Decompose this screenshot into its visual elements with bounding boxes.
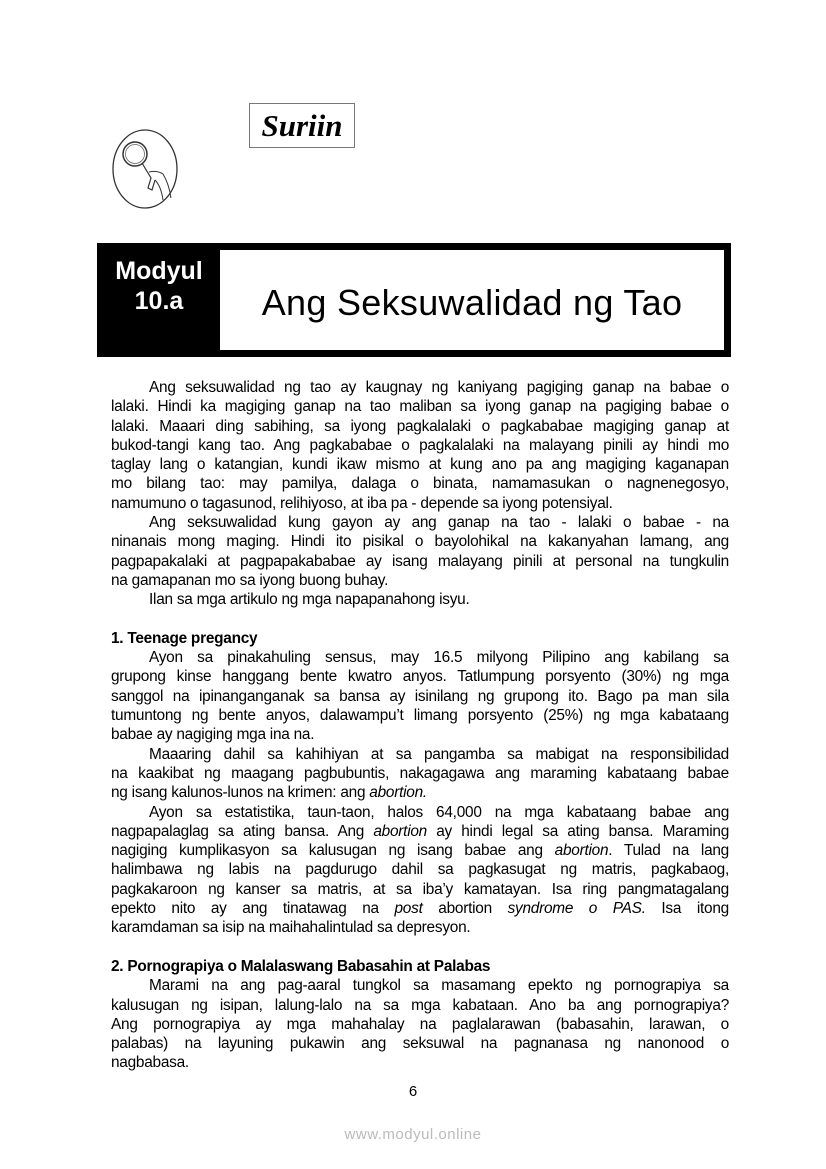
text-line — [111, 899, 729, 918]
italic-text: abortion. — [369, 784, 427, 802]
italic-text: abortion — [554, 842, 609, 860]
paragraph — [111, 745, 729, 803]
text-line: pagpapakalaki at pagpapakababae ay isang malayang pinili at personal na tungkulin — [111, 552, 729, 570]
italic-text: syndrome o PAS. — [507, 900, 646, 918]
text-line: nagbabasa. — [111, 1054, 189, 1072]
text-segment: Isa itong — [645, 900, 729, 918]
text-segment: ay hindi legal sa ating bansa. Maraming — [426, 822, 730, 840]
module-label: Modyul — [115, 257, 203, 285]
italic-text: abortion — [373, 822, 427, 840]
text-segment: nagpapalaglag sa ating bansa. Ang — [111, 822, 374, 840]
text-line: Ilan sa mga artikulo ng mga napapanahong isyu. — [149, 591, 470, 609]
paragraph — [111, 648, 729, 744]
watermark: www.modyul.online — [344, 1126, 482, 1143]
text-segment: epekto nito ay ang tinatawag na — [111, 900, 395, 918]
paragraph — [111, 378, 729, 513]
italic-text: post — [394, 900, 423, 918]
page-number: 6 — [408, 1083, 418, 1100]
text-line: lalaki. Maaari ding sabihing, sa iyong pagkalalaki o pagkababae magiging ganap at — [111, 417, 729, 435]
paragraph — [111, 513, 729, 590]
paragraph — [111, 976, 729, 1072]
paragraph — [111, 590, 729, 609]
text-line: sanggol na ipinanganganak sa bansa ay isinilang ng grupong ito. Bago pa man sila — [111, 687, 729, 705]
magnifying-glass-icon — [111, 128, 179, 210]
text-line: Ayon sa estatistika, taun-taon, halos 64,000 na mga kabataang babae ang — [149, 803, 729, 821]
text-line: Ang seksuwalidad ng tao ay kaugnay ng kaniyang pagiging ganap na babae o — [149, 379, 729, 396]
module-header — [97, 243, 731, 357]
text-line: tumuntong ng bente anyos, dalawampu’t limang porsyento (25%) ng mga kabataang — [111, 707, 729, 725]
text-line: ninanais mong maging. Hindi ito pisikal o bayolohikal na kakanyahan lamang, ang — [111, 533, 729, 551]
section-heading: 2. Pornograpiya o Malalaswang Babasahin at Palabas — [111, 957, 491, 975]
text-line: Ang pornograpiya ay mga mahahalay na paglalarawan (babasahin, larawan, o — [111, 1015, 729, 1033]
module-number-cell — [100, 246, 218, 354]
document-body — [111, 378, 729, 1073]
text-line — [111, 841, 729, 860]
text-segment: . Tulad na lang — [608, 842, 729, 860]
text-line: mo bilang tao: may pamilya, dalaga o binata, namamasukan o nagnenegosyo, — [111, 475, 729, 493]
text-segment: ng isang kalunos-lunos na krimen: ang — [111, 784, 370, 802]
text-line: Maaaring dahil sa kahihiyan at sa pangamba sa mabigat na responsibilidad — [149, 745, 729, 763]
text-line: Marami na ang pag-aaral tungkol sa masamang epekto ng pornograpiya sa — [149, 977, 729, 995]
text-line: Ang seksuwalidad kung gayon ay ang ganap na tao - lalaki o babae - na — [149, 514, 729, 532]
section-heading: 1. Teenage pregancy — [111, 629, 258, 647]
paragraph — [111, 803, 729, 938]
text-line — [111, 783, 729, 802]
text-line: namumuno o tagasunod, relihiyoso, at iba pa - depende sa iyong potensiyal. — [111, 494, 613, 512]
module-title: Ang Seksuwalidad ng Tao — [218, 248, 726, 352]
text-line: halimbawa ng labis na pagdurugo dahil sa pagkasugat ng matris, pagkabaog, — [111, 861, 729, 879]
text-line: grupong kinse hanggang bente kwatro anyos. Tatlumpung porsyento (30%) ng mga — [111, 668, 729, 686]
text-line: babae ay nagiging mga ina na. — [111, 726, 315, 744]
text-line: pagkakaroon ng kanser sa matris, at sa iba’y kamatayan. Isa ring pangmatagalang — [111, 880, 729, 898]
text-line: taglay lang o katangian, kundi ikaw mismo at kung ano pa ang magiging kaganapan — [111, 456, 729, 474]
text-line: na kaakibat ng maagang pagbubuntis, nakagagawa ang maraming kabataang babae — [111, 764, 729, 782]
text-line: Ayon sa pinakahuling sensus, may 16.5 milyong Pilipino ang kabilang sa — [149, 649, 729, 667]
text-line: karamdaman sa isip na maihahalintulad sa depresyon. — [111, 919, 471, 937]
text-line: palabas) na layuning pukawin ang seksuwal na pagnanasa ng nanonood o — [111, 1035, 729, 1053]
text-line — [111, 822, 729, 841]
text-line: kalusugan ng isipan, lalung-lalo na sa mga kabataan. Ano ba ang pornograpiya? — [111, 996, 729, 1014]
text-segment: abortion — [422, 900, 508, 918]
blank-line — [111, 610, 729, 629]
text-line: na gamapanan mo sa iyong buong buhay. — [111, 571, 389, 589]
section-label-suriin: Suriin — [249, 103, 355, 148]
blank-line — [111, 938, 729, 957]
text-line: bukod-tangi kang tao. Ang pagkababae o pagkalalaki na malayang pinili ay hindi mo — [111, 436, 729, 454]
text-line: lalaki. Hindi ka magiging ganap na tao maliban sa iyong ganap na pagiging babae o — [111, 398, 729, 416]
module-number: 10.a — [134, 287, 184, 315]
text-segment: nagiging kumplikasyon sa kalusugan ng isang babae ang — [111, 842, 555, 860]
